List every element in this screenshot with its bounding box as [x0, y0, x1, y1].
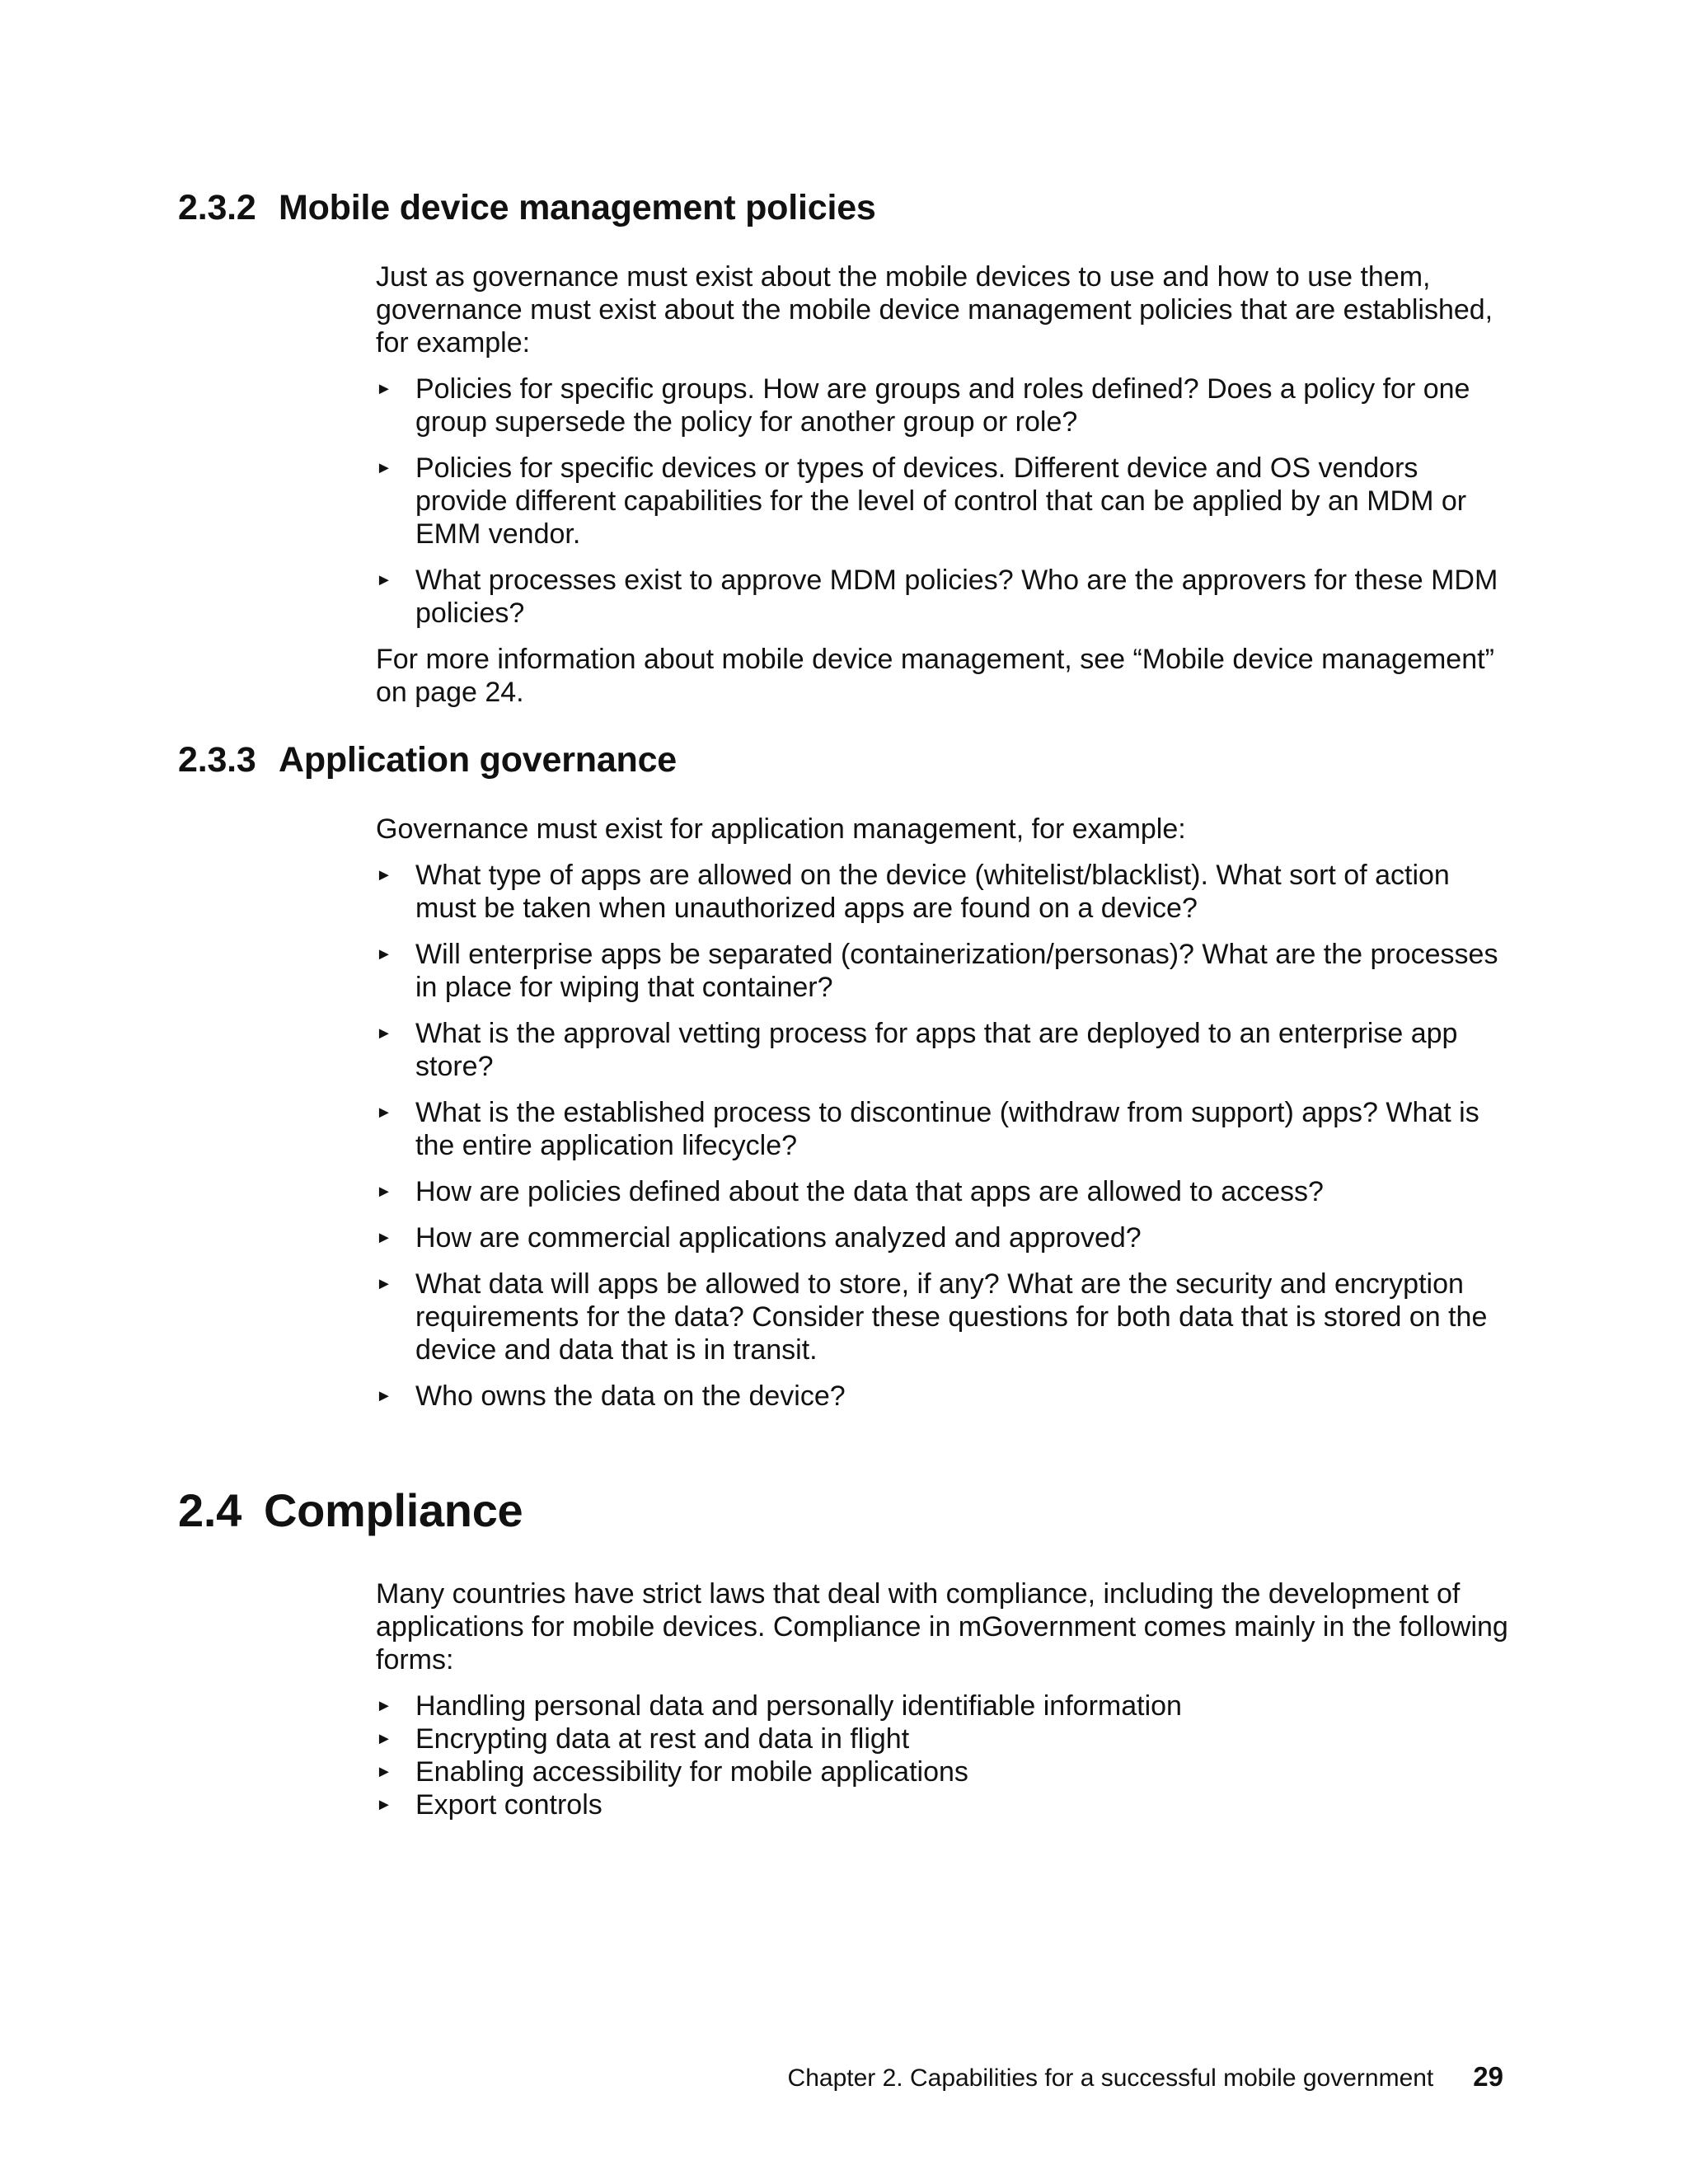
bullet-arrow-icon: ► [376, 1229, 392, 1247]
section-number: 2.3.2 [178, 188, 256, 227]
bullet-arrow-icon: ► [376, 1730, 392, 1748]
bullet-arrow-icon: ► [376, 866, 392, 884]
list-item: ► Will enterprise apps be separated (containerization/personas)? What are the processes in place for wiping that container? [376, 939, 1498, 1003]
page-footer [788, 2060, 1503, 2095]
bullet-arrow-icon: ► [376, 1763, 392, 1781]
bullet-arrow-icon: ► [376, 1387, 392, 1405]
bullet-arrow-icon: ► [376, 1024, 392, 1043]
section-number: 2.3.3 [178, 740, 256, 780]
footer-chapter-title: Chapter 2. Capabilities for a successful mobile government [787, 2064, 1434, 2092]
bullet-list [376, 1690, 1513, 1821]
list-item: ► Handling personal data and personally identifiable information [376, 1690, 1182, 1722]
list-item: ► Who owns the data on the device? [376, 1380, 846, 1412]
bullet-arrow-icon: ► [376, 1697, 392, 1715]
list-item: ► What is the approval vetting process for apps that are deployed to an enterprise app store? [376, 1018, 1458, 1082]
list-item: ► What processes exist to approve MDM policies? Who are the approvers for these MDM policies? [376, 565, 1498, 629]
list-item: ► Encrypting data at rest and data in flight [376, 1723, 910, 1755]
section-number: 2.4 [178, 1484, 241, 1536]
intro-paragraph: Governance must exist for application management, for example: [376, 813, 1186, 845]
intro-paragraph: Just as governance must exist about the mobile devices to use and how to use them, governance must exist about the mobile device management policies that are established, for example: [376, 261, 1493, 359]
bullet-arrow-icon: ► [376, 571, 392, 589]
section-heading-2-4 [178, 1483, 523, 1538]
section-body-2-4 [376, 1577, 1513, 1821]
bullet-arrow-icon: ► [376, 459, 392, 477]
list-item: ► How are policies defined about the data that apps are allowed to access? [376, 1176, 1324, 1207]
section-title: Application governance [279, 740, 678, 780]
page-number: 29 [1473, 2061, 1503, 2092]
bullet-arrow-icon: ► [376, 1796, 392, 1814]
list-item: ► What type of apps are allowed on the device (whitelist/blacklist). What sort of action must be taken when unauthorized apps are found on a device? [376, 860, 1450, 924]
bullet-arrow-icon: ► [376, 1275, 392, 1293]
intro-paragraph: Many countries have strict laws that deal with compliance, including the development of applications for mobile devices. Compliance in mGovernment comes mainly in the following forms: [376, 1578, 1508, 1675]
section-body-2-3-2 [376, 260, 1513, 709]
outro-paragraph: For more information about mobile device management, see “Mobile device management” on page 24. [376, 644, 1494, 708]
bullet-arrow-icon: ► [376, 1104, 392, 1122]
list-item: ► What data will apps be allowed to store, if any? What are the security and encryption requirements for the data? Consider these questions for both data that is stored on the device and data that is in transit. [376, 1268, 1488, 1366]
list-item: ► Policies for specific devices or types of devices. Different device and OS vendors provide different capabilities for the level of control that can be applied by an MDM or EMM vendor. [376, 452, 1467, 550]
bullet-list [376, 373, 1513, 630]
section-body-2-3-3 [376, 813, 1513, 1426]
section-title: Compliance [264, 1484, 523, 1536]
list-item: ► Enabling accessibility for mobile applications [376, 1756, 968, 1788]
bullet-arrow-icon: ► [376, 945, 392, 963]
list-item: ► Export controls [376, 1789, 603, 1821]
section-heading-2-3-2 [178, 186, 876, 229]
list-item: ► How are commercial applications analyzed and approved? [376, 1222, 1142, 1254]
section-title: Mobile device management policies [279, 188, 876, 227]
bullet-arrow-icon: ► [376, 380, 392, 398]
list-item: ► What is the established process to discontinue (withdraw from support) apps? What is the entire application lifecycle? [376, 1097, 1479, 1161]
list-item: ► Policies for specific groups. How are groups and roles defined? Does a policy for one group supersede the policy for another group or role? [376, 373, 1470, 438]
section-heading-2-3-3 [178, 738, 677, 781]
bullet-arrow-icon: ► [376, 1183, 392, 1201]
bullet-list [376, 859, 1513, 1413]
